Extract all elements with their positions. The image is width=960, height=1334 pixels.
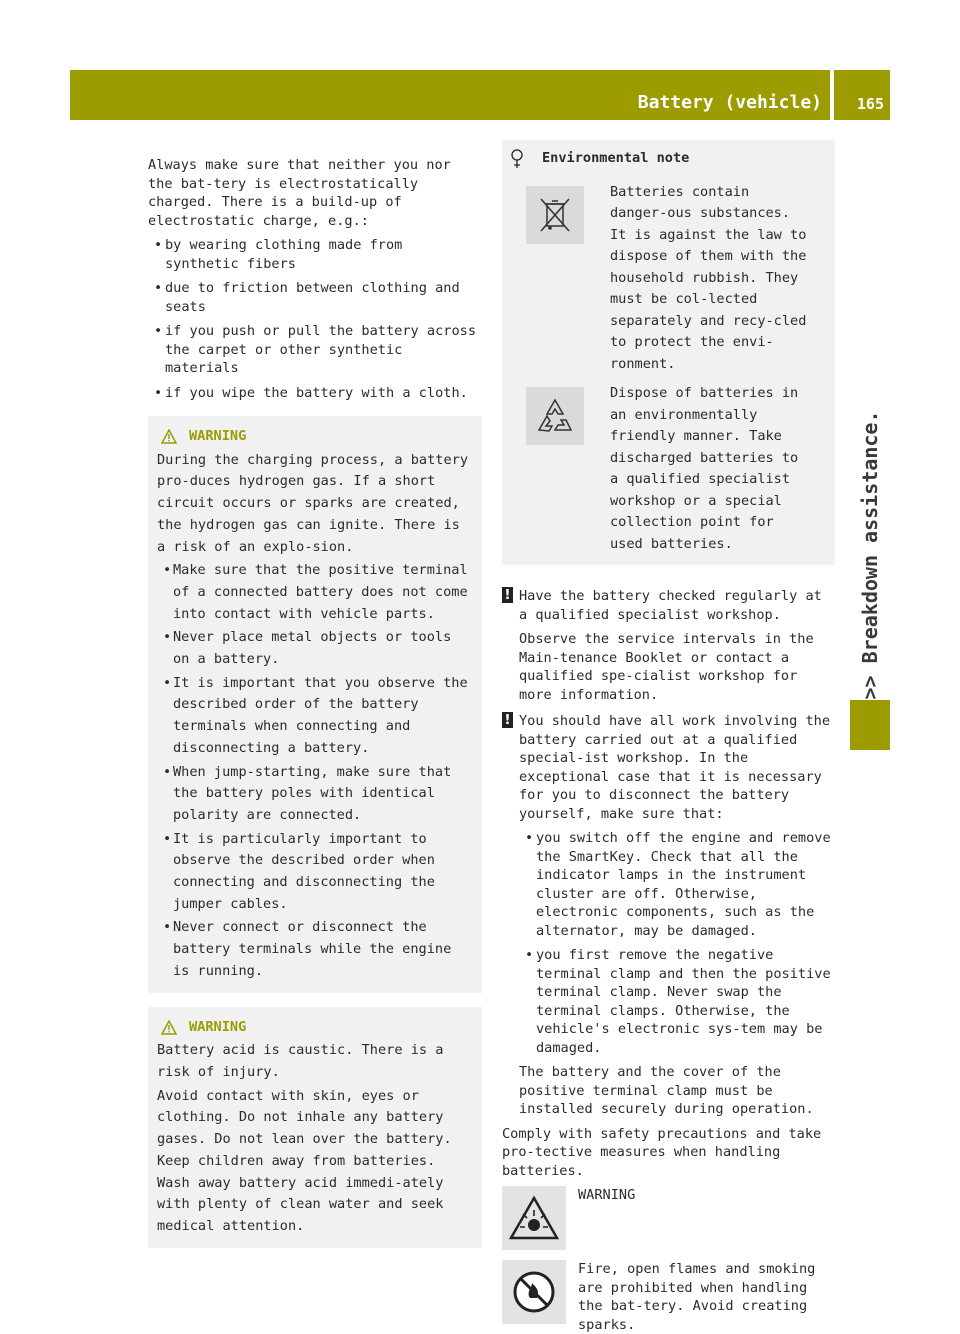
env-note-title: Environmental note: [542, 150, 690, 166]
page-title: Battery (vehicle): [637, 92, 822, 113]
intro-bullet: • due to friction between clothing and seats: [148, 279, 482, 316]
notice-text: The battery and the cover of the positive terminal clamp must be installed securely during operation.: [519, 1064, 814, 1117]
header-bar: [70, 70, 830, 120]
warning-bullet: • It is important that you observe the described order of the battery terminals when connecting and disconnecting a battery.: [157, 673, 473, 760]
warning-label: WARNING: [189, 1018, 247, 1035]
warning-text: Avoid contact with skin, eyes or clothing. Do not inhale any battery gases. Do not lean over the battery. Keep children away from batteries. Wash away battery acid immedi-ately with plenty of clean water and seek medical attention.: [157, 1087, 452, 1234]
warning-box-acid: [148, 1007, 482, 1248]
environmental-note-box: [502, 140, 835, 565]
notice-text: Observe the service intervals in the Main-tenance Booklet or contact a qualified spe-cialist workshop for more information.: [519, 631, 814, 703]
comply-text: Comply with safety precautions and take pro-tective measures when handling batteries.: [502, 1125, 822, 1179]
env-item: [508, 182, 829, 376]
warning-text: Battery acid is caustic. There is a risk of injury.: [157, 1042, 444, 1080]
intro-bullet: • if you wipe the battery with a cloth.: [148, 384, 482, 403]
explosion-warning-icon: [502, 1186, 566, 1250]
warning-text: During the charging process, a battery pro-duces hydrogen gas. If a short circuit occurs or sparks are created, the hydrogen gas can ignite. There is a risk of an explo-sion.: [157, 451, 468, 555]
warning-bullet: • Never connect or disconnect the battery terminals while the engine is running.: [157, 917, 473, 982]
warning-triangle-icon: [161, 1020, 177, 1035]
env-item-text: Batteries contain danger-ous substances. It is against the law to dispose of them with the household rubbish. They must be col-lected separately and recy-cled to protect the envi-ronment.: [610, 183, 807, 372]
right-column: [502, 140, 835, 1334]
env-item: [508, 383, 829, 555]
notice-text: ! Have the battery checked regularly at a qualified specialist workshop.: [519, 588, 822, 623]
notice-text: ! You should have all work involving the battery carried out at a qualified special-ist workshop. In the exceptional case that it is necessary for you to disconnect the battery yourself, make sure that:: [519, 713, 830, 822]
warning-triangle-icon: [161, 429, 177, 444]
warning-heading: [157, 426, 473, 448]
env-item-text: Dispose of batteries in an environmentally friendly manner. Take discharged batteries to a qualified specialist workshop or a special collection point for used batteries.: [610, 385, 799, 552]
side-section-label: [850, 410, 890, 700]
intro-text: Always make sure that neither you nor the bat-tery is electrostatically charged. There is a build-up of electrostatic charge, e.g.:: [148, 157, 451, 229]
no-fire-icon: [502, 1260, 566, 1324]
warning-bullet: • Never place metal objects or tools on a battery.: [157, 627, 473, 670]
warning-heading: [157, 1017, 473, 1039]
recycling-icon: [526, 387, 584, 445]
intro-bullet: • if you push or pull the battery across the carpet or other synthetic materials: [148, 322, 482, 378]
left-column: [148, 156, 482, 1248]
symbol-row: [502, 1260, 835, 1334]
crossed-bin-icon: [526, 186, 584, 244]
notice-bullet: • you first remove the negative terminal clamp and then the positive terminal clamp. Never swap the terminal clamps. Otherwise, the vehicle's electronic sys-tem may be damaged.: [519, 946, 835, 1057]
notice-disconnect: [502, 712, 835, 1119]
env-note-heading: [508, 148, 829, 170]
warning-bullet: • When jump-starting, make sure that the battery poles with identical polarity are connected.: [157, 762, 473, 827]
warning-bullet: • Make sure that the positive terminal of a connected battery does not come into contact with vehicle parts.: [157, 560, 473, 625]
intro-bullet: • by wearing clothing made from synthetic fibers: [148, 236, 482, 273]
warning-label: WARNING: [189, 428, 247, 444]
notice-battery-check: [502, 587, 835, 704]
symbol-text: Fire, open flames and smoking are prohibited when handling the bat-tery. Avoid creating sparks.: [578, 1261, 816, 1333]
symbol-row: [502, 1186, 835, 1250]
notice-bullet: • you switch off the engine and remove the SmartKey. Check that all the indicator lamps in the instrument cluster are off. Otherwise, electronic components, such as the alternator, may be damaged.: [519, 829, 835, 940]
page-number: 165: [856, 95, 884, 113]
warning-box-charging: [148, 416, 482, 993]
lightbulb-icon: [510, 149, 524, 169]
page-number-box: [834, 70, 890, 120]
side-tab-marker: [850, 700, 890, 750]
warning-bullet: • It is particularly important to observe the described order when connecting and disconnecting the jumper cables.: [157, 829, 473, 916]
symbol-text: WARNING: [578, 1187, 636, 1203]
side-label-text: >> Breakdown assistance.: [858, 410, 882, 700]
